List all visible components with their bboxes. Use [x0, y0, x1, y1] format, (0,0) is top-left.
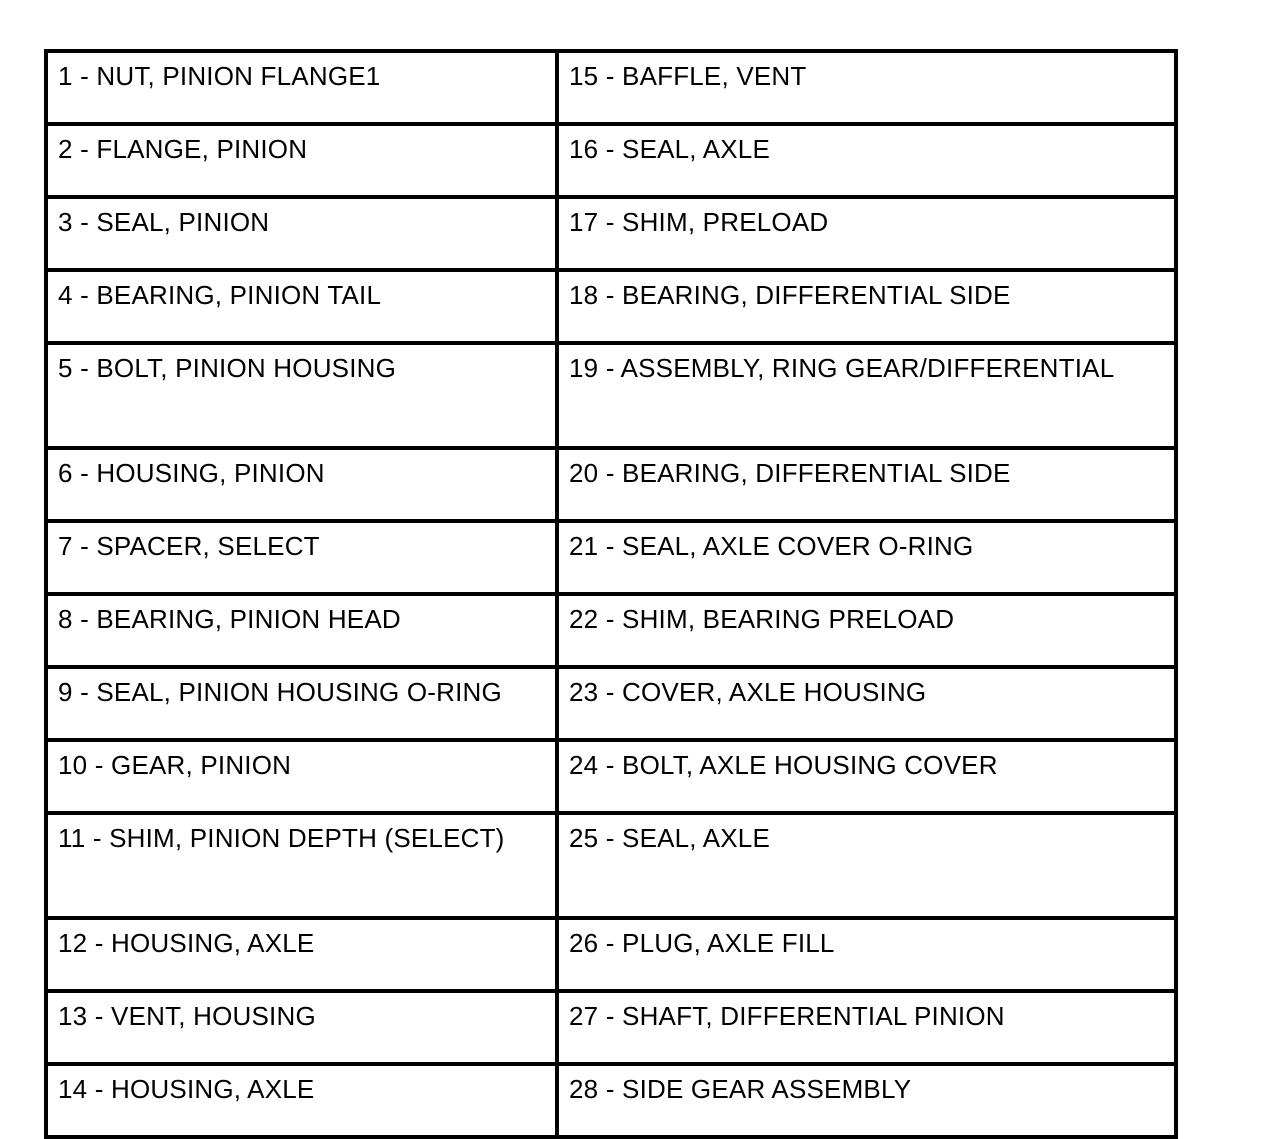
- table-row: [46, 51, 1176, 124]
- part-cell: 18 - BEARING, DIFFERENTIAL SIDE: [557, 270, 1176, 343]
- part-cell: 14 - HOUSING, AXLE: [46, 1064, 557, 1137]
- table-row: [46, 343, 1176, 448]
- table-row: [46, 270, 1176, 343]
- part-cell: 3 - SEAL, PINION: [46, 197, 557, 270]
- part-cell: 10 - GEAR, PINION: [46, 740, 557, 813]
- part-cell: 1 - NUT, PINION FLANGE1: [46, 51, 557, 124]
- part-cell: 9 - SEAL, PINION HOUSING O-RING: [46, 667, 557, 740]
- part-cell: 25 - SEAL, AXLE: [557, 813, 1176, 918]
- part-cell: 24 - BOLT, AXLE HOUSING COVER: [557, 740, 1176, 813]
- table-row: [46, 594, 1176, 667]
- part-cell: 22 - SHIM, BEARING PRELOAD: [557, 594, 1176, 667]
- table-row: [46, 813, 1176, 918]
- table-row: [46, 521, 1176, 594]
- part-cell: 11 - SHIM, PINION DEPTH (SELECT): [46, 813, 557, 918]
- part-cell: 16 - SEAL, AXLE: [557, 124, 1176, 197]
- part-cell: 6 - HOUSING, PINION: [46, 448, 557, 521]
- part-cell: 26 - PLUG, AXLE FILL: [557, 918, 1176, 991]
- table-row: [46, 197, 1176, 270]
- part-cell: 19 - ASSEMBLY, RING GEAR/DIFFERENTIAL: [557, 343, 1176, 448]
- part-cell: 17 - SHIM, PRELOAD: [557, 197, 1176, 270]
- part-cell: 20 - BEARING, DIFFERENTIAL SIDE: [557, 448, 1176, 521]
- part-cell: 28 - SIDE GEAR ASSEMBLY: [557, 1064, 1176, 1137]
- table-row: [46, 667, 1176, 740]
- part-cell: 13 - VENT, HOUSING: [46, 991, 557, 1064]
- part-cell: 8 - BEARING, PINION HEAD: [46, 594, 557, 667]
- part-cell: 7 - SPACER, SELECT: [46, 521, 557, 594]
- part-cell: 5 - BOLT, PINION HOUSING: [46, 343, 557, 448]
- table-row: [46, 1064, 1176, 1137]
- table-row: [46, 124, 1176, 197]
- parts-legend-table: [44, 49, 1178, 1139]
- part-cell: 21 - SEAL, AXLE COVER O-RING: [557, 521, 1176, 594]
- part-cell: 4 - BEARING, PINION TAIL: [46, 270, 557, 343]
- part-cell: 12 - HOUSING, AXLE: [46, 918, 557, 991]
- table-row: [46, 918, 1176, 991]
- table-row: [46, 991, 1176, 1064]
- part-cell: 27 - SHAFT, DIFFERENTIAL PINION: [557, 991, 1176, 1064]
- part-cell: 15 - BAFFLE, VENT: [557, 51, 1176, 124]
- part-cell: 23 - COVER, AXLE HOUSING: [557, 667, 1176, 740]
- part-cell: 2 - FLANGE, PINION: [46, 124, 557, 197]
- table-row: [46, 740, 1176, 813]
- table-row: [46, 448, 1176, 521]
